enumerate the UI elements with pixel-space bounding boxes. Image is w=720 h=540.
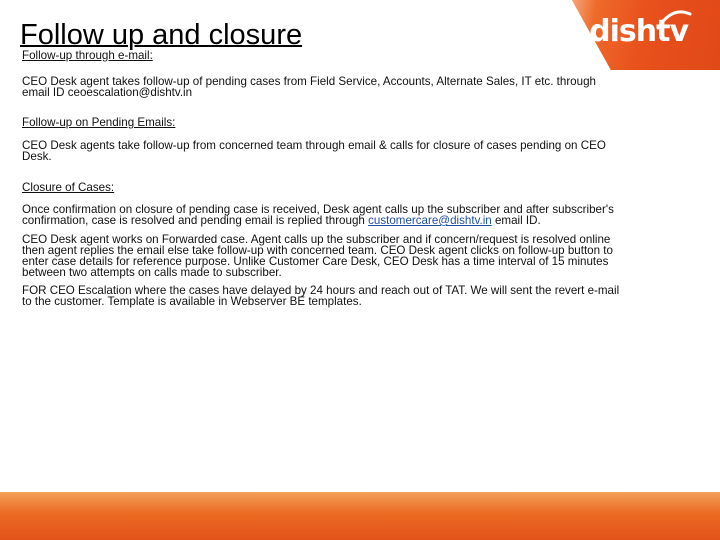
email-followup-text: CEO Desk agent takes follow-up of pending cases from Field Service, Accounts, Alternate Sales, IT etc. through email ID ceoescalation@dishtv.in xyxy=(22,75,596,99)
dishtv-logo: dishtv xyxy=(589,14,688,49)
heading-pending-emails: Follow-up on Pending Emails: xyxy=(22,116,176,129)
slide-content xyxy=(22,50,622,307)
closure-text xyxy=(22,204,622,226)
closure-text-start: Once confirmation on closure of pending case is received, Desk agent calls up the subscriber and after subscriber's confirmation, case is resolved and pending email is replied through xyxy=(22,203,614,227)
closure-text-end: email ID. xyxy=(491,214,541,227)
page-title: Follow up and closure xyxy=(20,19,303,51)
heading-email-followup: Follow-up through e-mail: xyxy=(22,49,153,62)
forwarded-case-text: CEO Desk agent works on Forwarded case. Agent calls up the subscriber and if concern/request is resolved online then agent replies the email else take follow-up with concerned team. CEO Desk agent clicks on follow-up button to enter case details for reference purpose. Unlike Customer Care Desk, CEO Desk has a time interval of 15 minutes between two attempts on calls made to subscriber. xyxy=(22,233,613,279)
customercare-email-link[interactable]: customercare@dishtv.in xyxy=(368,214,492,227)
footer-bar xyxy=(0,492,720,540)
pending-emails-text: CEO Desk agents take follow-up from concerned team through email & calls for closure of cases pending on CEO Desk. xyxy=(22,139,606,163)
escalation-text: FOR CEO Escalation where the cases have delayed by 24 hours and reach out of TAT. We will sent the revert e-mail to the customer. Template is available in Webserver BE templates. xyxy=(22,284,620,308)
heading-closure: Closure of Cases: xyxy=(22,181,115,194)
